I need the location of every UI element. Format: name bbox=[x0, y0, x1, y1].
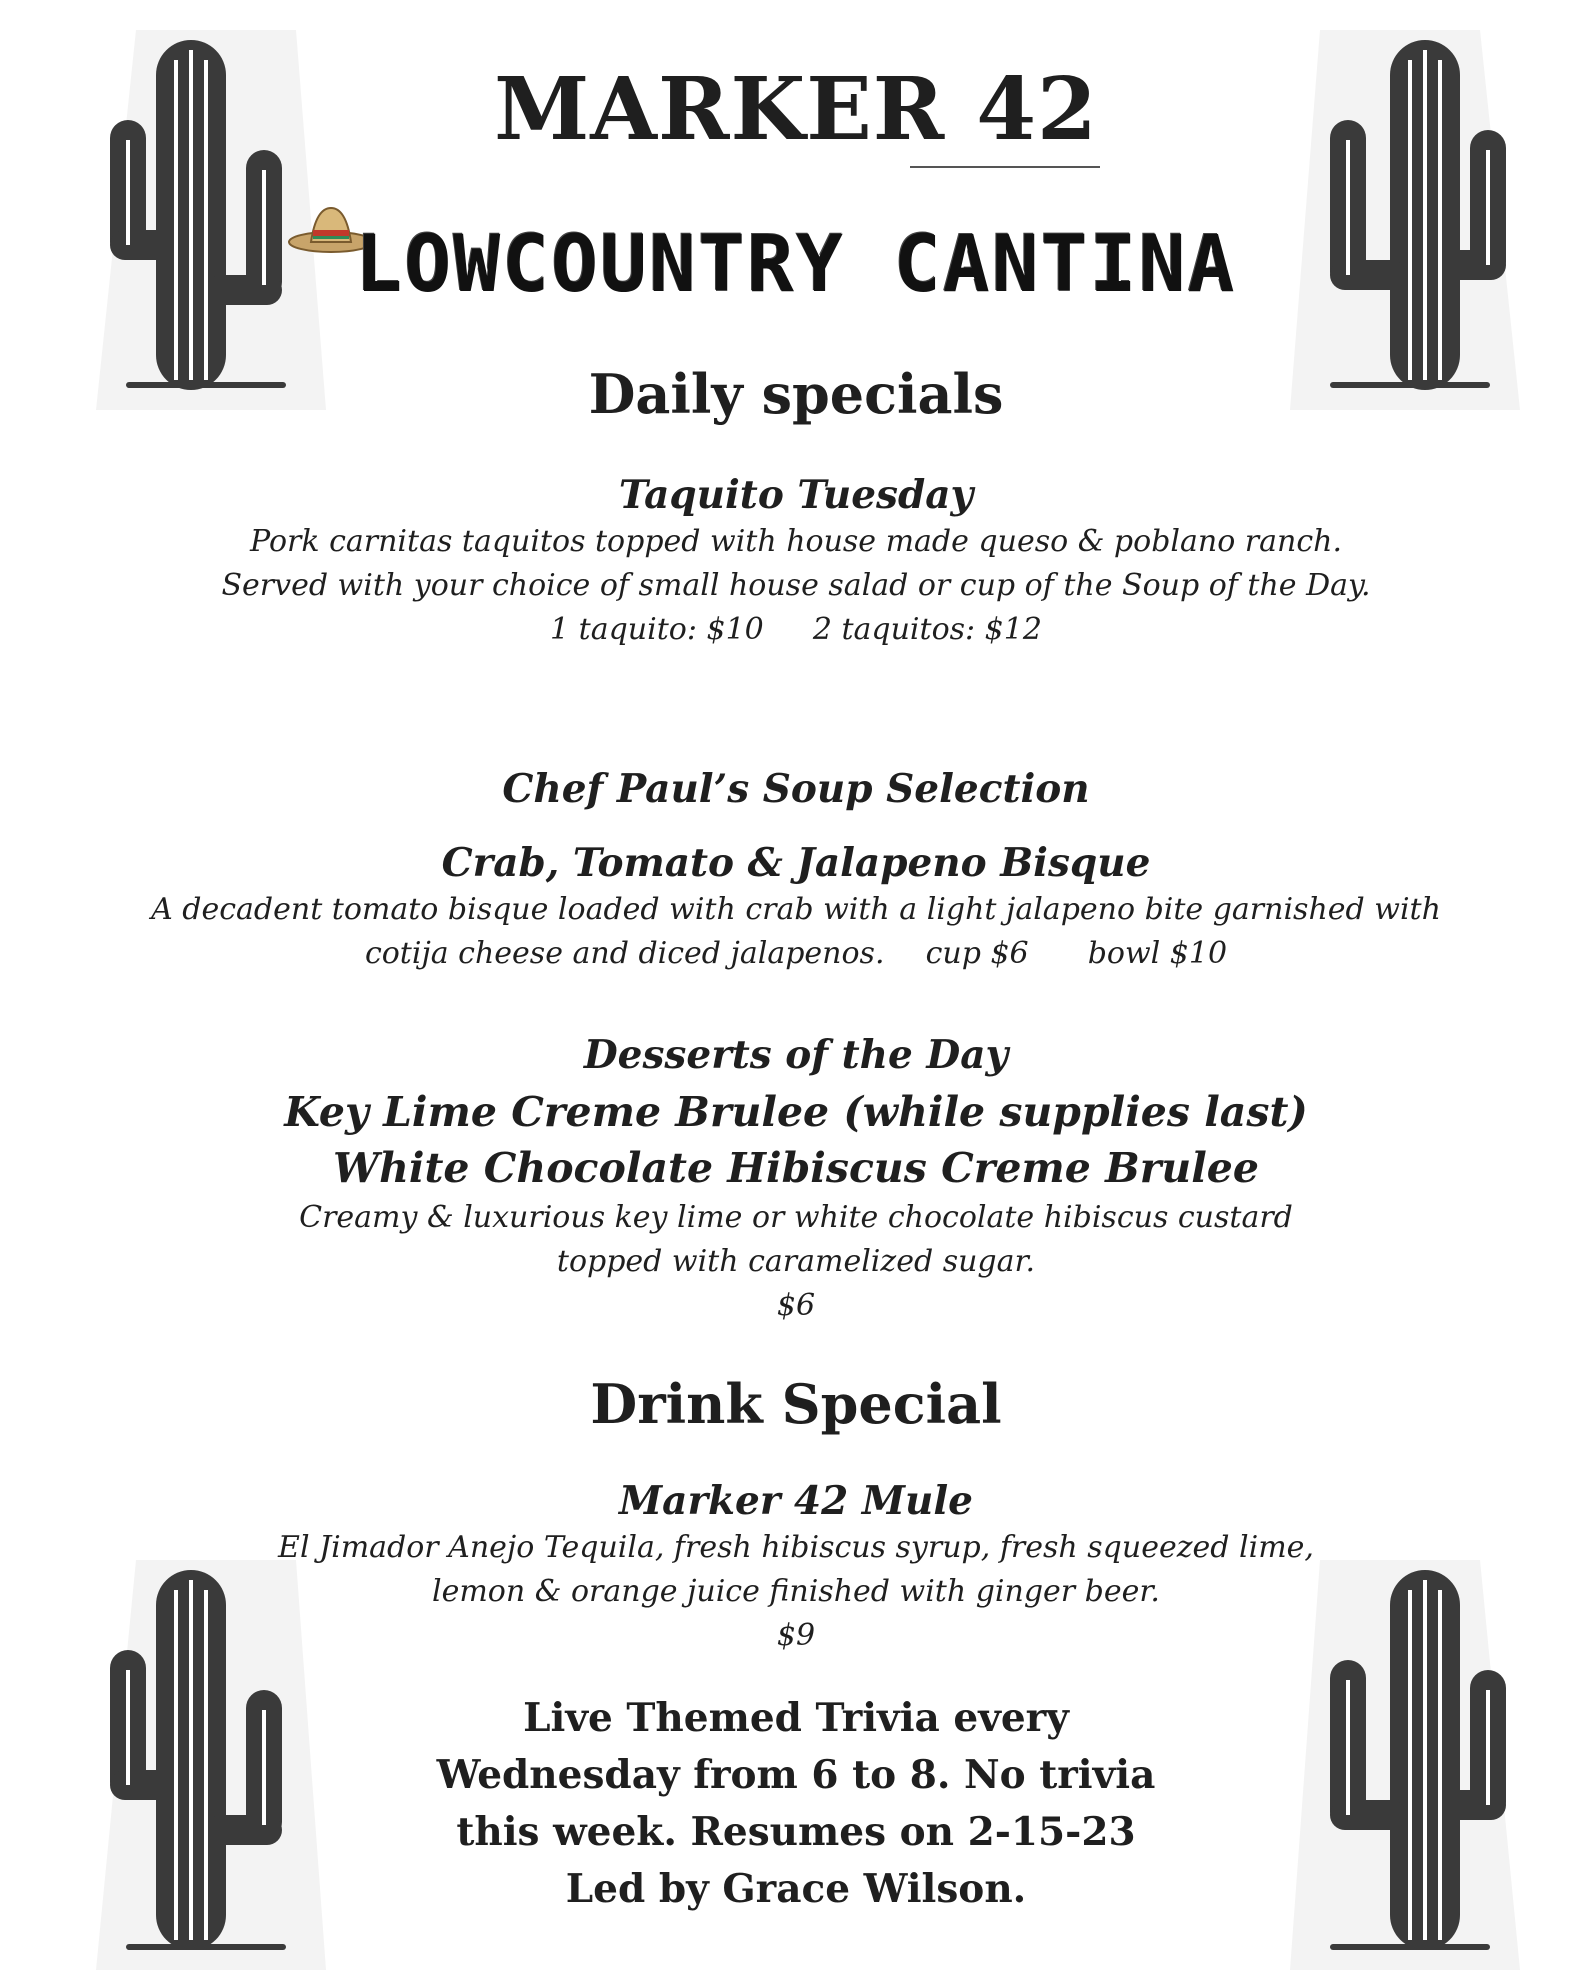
restaurant-title: MARKER 42 bbox=[494, 59, 1098, 160]
soup-title: Crab, Tomato & Jalapeno Bisque bbox=[441, 840, 1151, 886]
drink-price: $9 bbox=[776, 1618, 816, 1653]
soup-price-bowl: bowl $10 bbox=[1087, 936, 1228, 971]
dessert-item-1: Key Lime Creme Brulee (while supplies last) bbox=[284, 1088, 1308, 1136]
title-divider bbox=[910, 166, 1100, 168]
soup-desc-line1: A decadent tomato bisque loaded with crab with a light jalapeno bite garnished with bbox=[151, 892, 1441, 927]
taquito-desc-line1: Pork carnitas taquitos topped with house made queso & poblano ranch. bbox=[249, 524, 1343, 559]
trivia-line-4: Led by Grace Wilson. bbox=[565, 1866, 1027, 1912]
soup-desc-text: cotija cheese and diced jalapenos. bbox=[364, 936, 885, 971]
dessert-item-2: White Chocolate Hibiscus Creme Brulee bbox=[333, 1144, 1259, 1192]
drink-title: Marker 42 Mule bbox=[619, 1478, 973, 1524]
drink-desc-line2: lemon & orange juice finished with ginger beer. bbox=[432, 1574, 1160, 1609]
drink-special-heading: Drink Special bbox=[590, 1372, 1002, 1436]
dessert-desc-line1: Creamy & luxurious key lime or white chocolate hibiscus custard bbox=[299, 1200, 1293, 1235]
daily-specials-heading: Daily specials bbox=[588, 362, 1004, 426]
trivia-line-2: Wednesday from 6 to 8. No trivia bbox=[436, 1752, 1156, 1798]
taquito-title: Taquito Tuesday bbox=[618, 472, 974, 518]
dessert-price: $6 bbox=[776, 1288, 816, 1323]
taquito-desc-line2: Served with your choice of small house salad or cup of the Soup of the Day. bbox=[221, 568, 1371, 603]
soup-desc-line2 bbox=[0, 932, 1592, 976]
dessert-desc-line2: topped with caramelized sugar. bbox=[556, 1244, 1036, 1279]
taquito-price-2: 2 taquitos: $12 bbox=[812, 612, 1042, 647]
drink-desc-line1: El Jimador Anejo Tequila, fresh hibiscus syrup, fresh squeezed lime, bbox=[278, 1530, 1314, 1565]
trivia-line-1: Live Themed Trivia every bbox=[523, 1695, 1069, 1741]
soup-section-heading: Chef Paul’s Soup Selection bbox=[502, 766, 1090, 812]
cantina-logo-text: LOWCOUNTRY CANTINA bbox=[355, 220, 1237, 310]
desserts-section-heading: Desserts of the Day bbox=[583, 1032, 1009, 1078]
taquito-price-1: 1 taquito: $10 bbox=[550, 612, 764, 647]
soup-price-cup: cup $6 bbox=[925, 936, 1029, 971]
taquito-prices bbox=[0, 608, 1592, 652]
trivia-line-3: this week. Resumes on 2-15-23 bbox=[456, 1809, 1136, 1855]
